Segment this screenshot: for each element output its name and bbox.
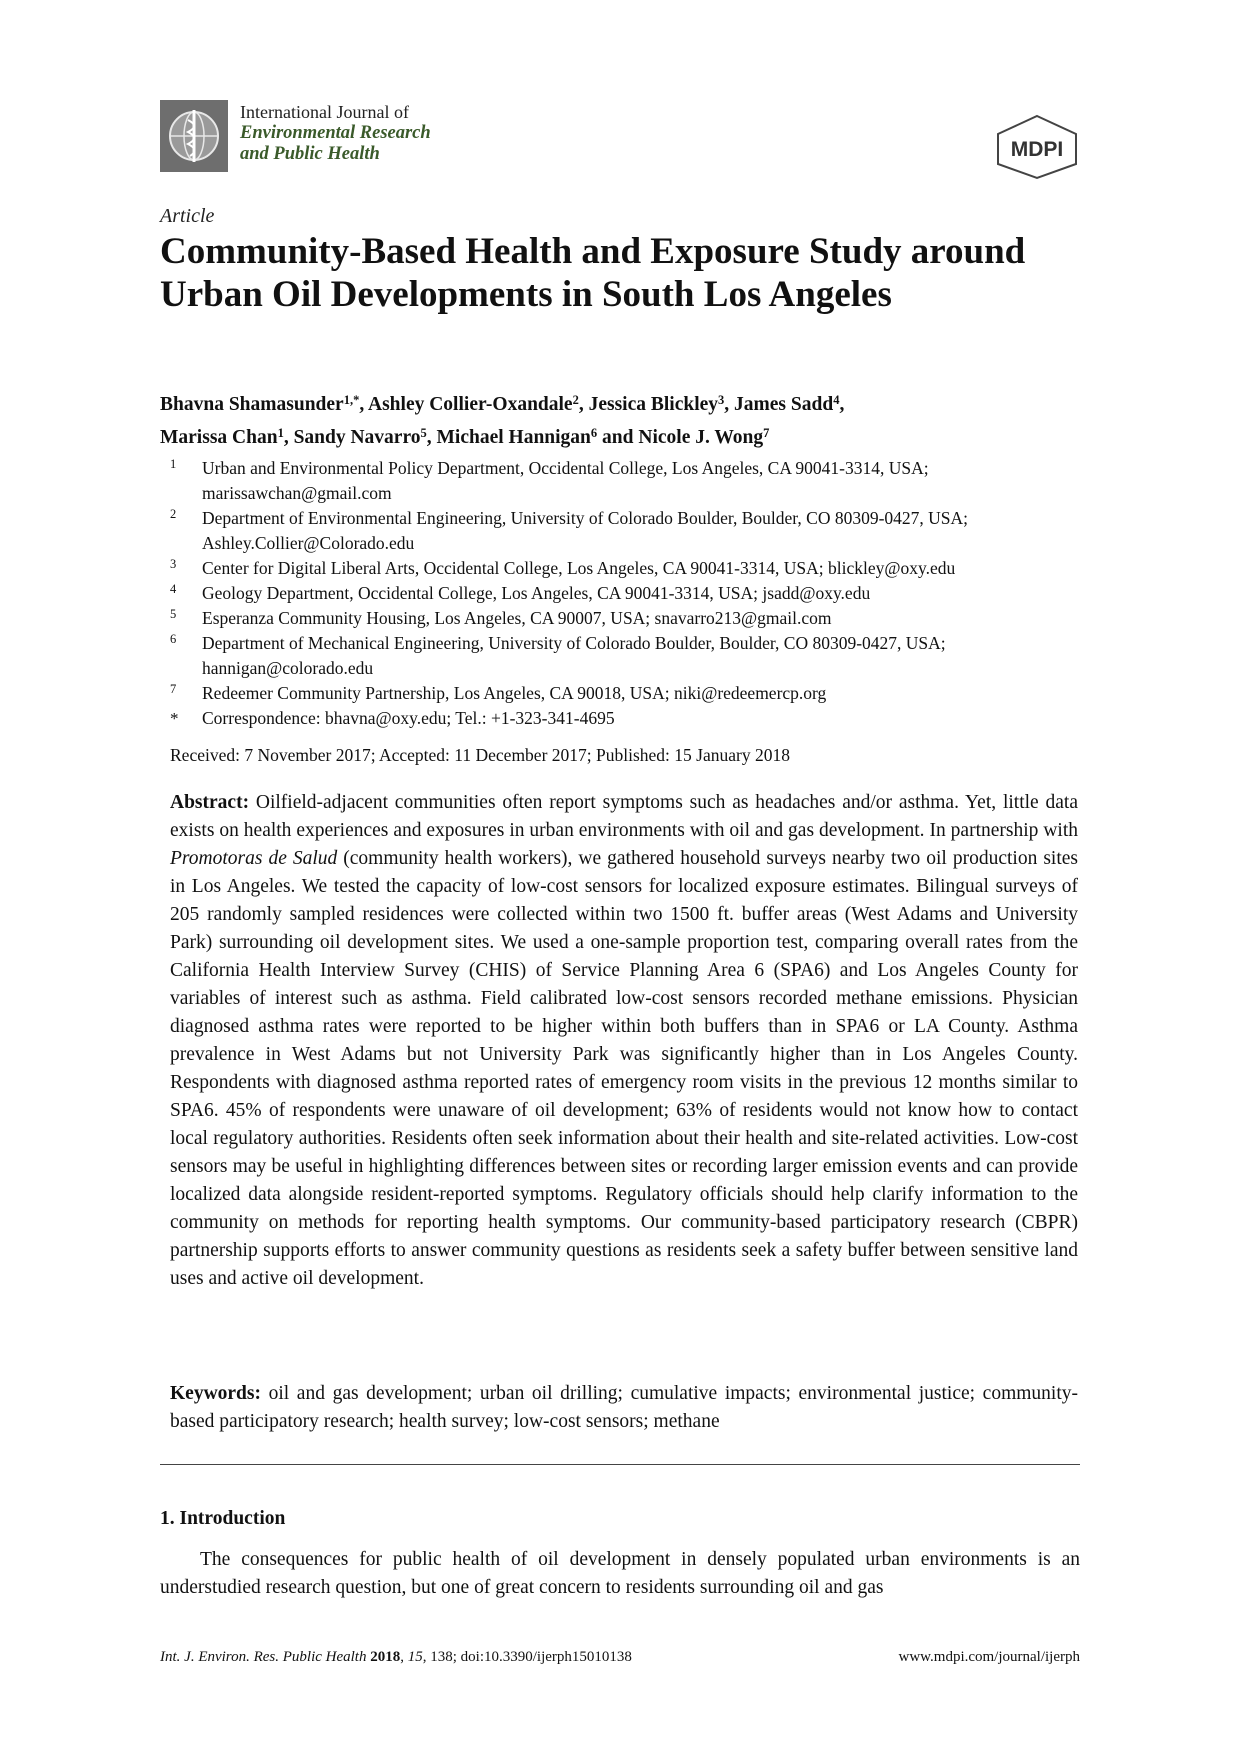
author-list xyxy=(160,386,1090,452)
correspondence-item xyxy=(170,706,1090,731)
citation-volume: 15 xyxy=(407,1649,423,1665)
author-name: Jessica Blickley xyxy=(588,394,719,415)
affiliation-item xyxy=(170,456,1090,506)
affiliation-number: 2 xyxy=(170,507,177,521)
keywords-label: Keywords: xyxy=(170,1383,261,1404)
author-affiliation-mark: 3 xyxy=(718,393,725,407)
author-name: Marissa Chan xyxy=(160,427,278,448)
journal-name-line3: and Public Health xyxy=(240,144,380,164)
author-separator: , xyxy=(724,394,735,415)
author-affiliation-mark: 7 xyxy=(763,426,770,440)
affiliation-number: 3 xyxy=(170,557,177,571)
journal-logo-icon xyxy=(160,100,228,172)
journal-abbreviation: Int. J. Environ. Res. Public Health xyxy=(160,1649,367,1665)
journal-header xyxy=(160,100,1080,180)
author-name: Bhavna Shamasunder xyxy=(160,394,344,415)
affiliation-item xyxy=(170,506,1090,556)
affiliation-number: 6 xyxy=(170,632,177,646)
author-separator: , xyxy=(359,394,369,415)
author-separator: , xyxy=(426,427,437,448)
citation-doi: , 138; doi:10.3390/ijerph15010138 xyxy=(422,1649,632,1665)
keywords xyxy=(170,1380,1078,1436)
section-divider xyxy=(160,1464,1080,1465)
affiliation-number: 7 xyxy=(170,682,177,696)
author-affiliation-mark: 1,* xyxy=(343,393,360,407)
publisher-name: MDPI xyxy=(1010,138,1064,161)
affiliation-item xyxy=(170,631,1090,681)
correspondence-mark: * xyxy=(170,709,179,728)
affiliation-item xyxy=(170,556,1090,581)
affiliation-text: Center for Digital Liberal Arts, Occidental College, Los Angeles, CA 90041-3314, USA; blickley@oxy.edu xyxy=(202,558,956,578)
keywords-text: oil and gas development; urban oil drilling; cumulative impacts; environmental justice; community-based participatory research; health survey; low-cost sensors; methane xyxy=(170,1383,1078,1432)
author-affiliation-mark: 1 xyxy=(277,426,284,440)
abstract-italic-term: Promotoras de Salud xyxy=(170,848,338,869)
mdpi-logo-icon xyxy=(994,114,1080,180)
affiliation-number: 5 xyxy=(170,607,177,621)
author-name: James Sadd xyxy=(734,394,834,415)
affiliation-text: Esperanza Community Housing, Los Angeles, CA 90007, USA; snavarro213@gmail.com xyxy=(202,608,832,628)
abstract xyxy=(170,789,1078,1293)
affiliation-text: Department of Environmental Engineering, University of Colorado Boulder, Boulder, CO 80309-0427, USA; Ashley.Collier@Colorado.edu xyxy=(202,508,969,553)
affiliation-text: Redeemer Community Partnership, Los Angeles, CA 90018, USA; niki@redeemercp.org xyxy=(202,683,827,703)
abstract-label: Abstract: xyxy=(170,792,250,813)
introduction-paragraph: The consequences for public health of oil development in densely populated urban environments is an understudied research question, but one of great concern to residents surrounding oil and gas xyxy=(160,1549,1080,1598)
affiliation-item xyxy=(170,681,1090,706)
author-name: Sandy Navarro xyxy=(293,427,421,448)
author-name: Ashley Collier-Oxandale xyxy=(368,394,573,415)
author-affiliation-mark: 5 xyxy=(420,426,427,440)
author-affiliation-mark: 6 xyxy=(590,426,598,440)
publication-dates: Received: 7 November 2017; Accepted: 11 December 2017; Published: 15 January 2018 xyxy=(170,745,790,765)
affiliation-list xyxy=(170,456,1090,731)
author-affiliation-mark: 2 xyxy=(572,393,579,407)
affiliation-number: 4 xyxy=(170,582,177,596)
journal-name-line2: Environmental Research xyxy=(240,123,431,143)
abstract-text-part1: Oilfield-adjacent communities often report symptoms such as headaches and/or asthma. Yet, little data exists on health experiences and exposures in urban environments with oil and gas development. In partnership with xyxy=(170,792,1078,841)
author-separator: , xyxy=(283,427,294,448)
abstract-text-part2: (community health workers), we gathered household surveys nearby two oil production sites in Los Angeles. We tested the capacity of low-cost sensors for localized exposure estimates. Bilingual surveys of 205 randomly sampled residences were collected within two 1500 ft. buffer areas (West Adams and University Park) surrounding oil development sites. We used a one-sample proportion test, comparing overall rates from the California Health Interview Survey (CHIS) of Service Planning Area 6 (SPA6) and Los Angeles County for variables of interest such as asthma. Field calibrated low-cost sensors recorded methane emissions. Physician diagnosed asthma rates were reported to be higher within both buffers than in SPA6 or LA County. Asthma prevalence in West Adams but not University Park was significantly higher than in Los Angeles County. Respondents with diagnosed asthma reported rates of emergency room visits in the previous 12 months similar to SPA6. 45% of respondents were unaware of oil development; 63% of residents would not know how to contact local regulatory authorities. Residents often seek information about their health and site-related activities. Low-cost sensors may be useful in highlighting differences between sites or recording larger emission events and can provide localized data alongside resident-reported symptoms. Regulatory officials should help clarify information to the community on methods for reporting health symptoms. Our community-based participatory research (CBPR) partnership supports efforts to answer community questions as residents seek a safety buffer between sensitive land uses and active oil development. xyxy=(170,848,1078,1289)
author-separator: and xyxy=(597,427,639,448)
affiliation-number: 1 xyxy=(170,457,177,471)
affiliation-text: Geology Department, Occidental College, Los Angeles, CA 90041-3314, USA; jsadd@oxy.edu xyxy=(202,583,871,603)
citation: Int. J. Environ. Res. Public Health 2018, 15, 138; doi:10.3390/ijerph15010138 xyxy=(160,1649,632,1665)
paper-title: Community-Based Health and Exposure Study around Urban Oil Developments in South Los Angeles xyxy=(160,231,1026,315)
affiliation-item xyxy=(170,606,1090,631)
section-heading-introduction: 1. Introduction xyxy=(160,1508,286,1529)
journal-url: www.mdpi.com/journal/ijerph xyxy=(898,1649,1080,1665)
article-type: Article xyxy=(160,205,215,227)
author-separator: , xyxy=(839,394,845,415)
affiliation-text: Urban and Environmental Policy Department, Occidental College, Los Angeles, CA 90041-3314, USA; marissawchan@gmail.com xyxy=(202,458,929,503)
affiliation-text: Department of Mechanical Engineering, University of Colorado Boulder, Boulder, CO 80309-0427, USA; hannigan@colorado.edu xyxy=(202,633,946,678)
citation-year: 2018 xyxy=(370,1649,401,1665)
author-name: Nicole J. Wong xyxy=(638,427,764,448)
author-affiliation-mark: 4 xyxy=(833,393,840,407)
author-name: Michael Hannigan xyxy=(436,427,591,448)
author-separator: , xyxy=(578,394,589,415)
journal-name xyxy=(240,102,431,165)
correspondence-text: Correspondence: bhavna@oxy.edu; Tel.: +1-323-341-4695 xyxy=(202,708,615,728)
affiliation-item xyxy=(170,581,1090,606)
journal-name-line1: International Journal of xyxy=(240,102,409,122)
